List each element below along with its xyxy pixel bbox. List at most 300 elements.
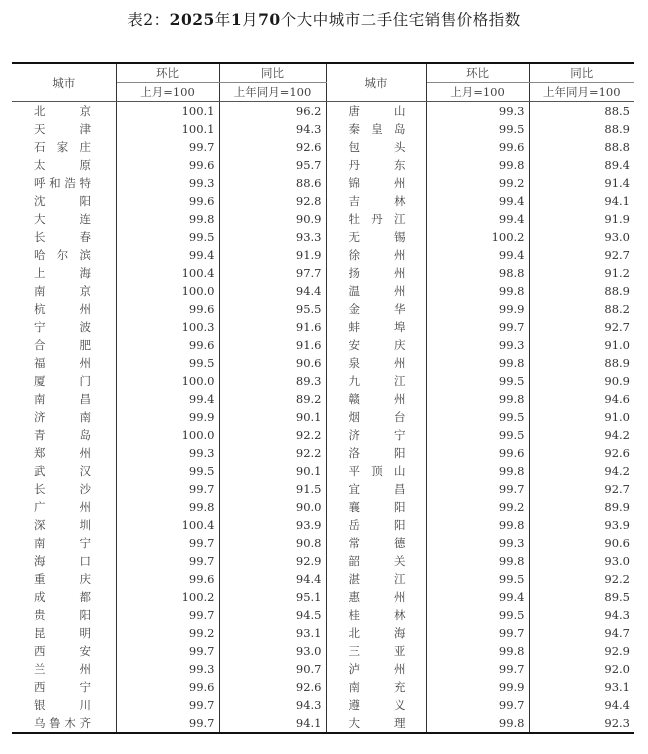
yoy-value: 94.3 <box>219 120 326 138</box>
yoy-value: 97.7 <box>219 264 326 282</box>
yoy-value: 91.0 <box>604 410 630 424</box>
city-name <box>34 480 91 498</box>
yoy-value: 94.2 <box>604 428 630 442</box>
yoy-value: 92.7 <box>604 248 630 262</box>
city-name-cell <box>12 624 116 642</box>
city-char: 理 <box>394 716 406 730</box>
city-char: 阳 <box>394 518 406 532</box>
city-char: 杭 <box>34 302 46 316</box>
city-name <box>349 282 406 300</box>
city-name-cell <box>12 498 116 516</box>
city-name <box>349 174 406 192</box>
city-char: 沈 <box>34 194 46 208</box>
table-row <box>12 462 634 480</box>
city-name <box>349 264 406 282</box>
city-char: 充 <box>394 680 406 694</box>
mom-value: 99.8 <box>426 354 529 372</box>
city-name-cell <box>326 606 426 624</box>
city-name-cell <box>326 570 426 588</box>
yoy-value: 95.5 <box>219 300 326 318</box>
city-name-cell <box>326 156 426 174</box>
mom-value: 99.7 <box>116 606 219 624</box>
mom-value: 99.3 <box>116 444 219 462</box>
city-char: 阳 <box>394 500 406 514</box>
yoy-value: 90.9 <box>604 374 630 388</box>
city-char: 福 <box>34 356 46 370</box>
city-char: 昆 <box>34 626 46 640</box>
mom-value: 99.5 <box>426 372 529 390</box>
city-name <box>34 570 91 588</box>
city-name-cell <box>12 480 116 498</box>
mom-value: 99.3 <box>426 102 529 121</box>
city-name <box>349 102 406 120</box>
city-name <box>34 156 91 174</box>
city-char: 遵 <box>348 698 360 712</box>
city-char: 林 <box>394 194 406 208</box>
city-name-cell <box>326 120 426 138</box>
mom-value: 100.1 <box>116 102 219 121</box>
city-name-cell <box>326 354 426 372</box>
table-title <box>0 8 648 30</box>
yoy-value: 94.3 <box>219 696 326 714</box>
table-row <box>12 192 634 210</box>
city-name <box>34 552 91 570</box>
city-char: 北 <box>348 626 360 640</box>
mom-value: 99.8 <box>426 642 529 660</box>
table-row <box>12 570 634 588</box>
yoy-value: 95.7 <box>219 156 326 174</box>
yoy-value: 94.7 <box>604 626 630 640</box>
yoy-value: 89.2 <box>219 390 326 408</box>
city-name <box>349 480 406 498</box>
city-name-cell <box>12 138 116 156</box>
city-char: 都 <box>79 590 91 604</box>
city-name-cell <box>326 174 426 192</box>
yoy-value: 90.6 <box>219 354 326 372</box>
city-name-cell <box>12 354 116 372</box>
city-char: 大 <box>348 716 360 730</box>
city-name <box>34 390 91 408</box>
header-mom-base-right: 上月=100 <box>426 83 529 102</box>
city-char: 州 <box>79 500 91 514</box>
city-char: 州 <box>79 356 91 370</box>
city-char: 连 <box>79 212 91 226</box>
city-name-cell <box>326 192 426 210</box>
city-name-cell <box>12 372 116 390</box>
yoy-value: 92.7 <box>604 320 630 334</box>
city-name <box>349 300 406 318</box>
city-char: 皇 <box>371 122 383 136</box>
city-name <box>34 534 91 552</box>
city-name-cell <box>12 264 116 282</box>
city-char: 家 <box>56 140 69 154</box>
yoy-value: 94.6 <box>604 392 630 406</box>
city-char: 原 <box>79 158 91 172</box>
city-name-cell <box>326 138 426 156</box>
yoy-value: 93.1 <box>604 680 630 694</box>
city-name <box>34 120 91 138</box>
city-char: 岳 <box>348 518 360 532</box>
city-name-cell <box>326 246 426 264</box>
yoy-value: 93.0 <box>604 554 630 568</box>
yoy-value: 92.6 <box>219 678 326 696</box>
city-char: 济 <box>348 428 360 442</box>
city-char: 津 <box>79 122 91 136</box>
city-char: 鲁 <box>49 716 61 730</box>
city-name-cell <box>326 318 426 336</box>
yoy-value: 90.1 <box>219 462 326 480</box>
mom-value: 99.6 <box>116 678 219 696</box>
mom-value: 99.8 <box>426 516 529 534</box>
city-name-cell <box>326 336 426 354</box>
mom-value: 99.6 <box>116 336 219 354</box>
yoy-value: 94.1 <box>219 714 326 733</box>
mom-value: 99.9 <box>426 678 529 696</box>
city-name <box>34 714 91 732</box>
city-char: 九 <box>348 374 360 388</box>
table-row <box>12 372 634 390</box>
city-name-cell <box>326 516 426 534</box>
yoy-value: 94.4 <box>219 282 326 300</box>
city-name <box>349 390 406 408</box>
city-char: 顶 <box>371 464 383 478</box>
mom-value: 99.7 <box>426 480 529 498</box>
city-name <box>349 318 406 336</box>
city-char: 兰 <box>34 662 46 676</box>
mom-value: 99.3 <box>426 534 529 552</box>
mom-value: 99.8 <box>426 390 529 408</box>
city-name-cell <box>12 714 116 733</box>
city-char: 武 <box>34 464 46 478</box>
city-char: 滨 <box>79 248 91 262</box>
yoy-value: 91.2 <box>604 266 630 280</box>
city-char: 惠 <box>348 590 360 604</box>
mom-value: 100.2 <box>116 588 219 606</box>
city-char: 厦 <box>34 374 46 388</box>
city-char: 北 <box>34 104 46 118</box>
mom-value: 99.8 <box>426 714 529 733</box>
table-row <box>12 588 634 606</box>
city-char: 上 <box>34 266 46 280</box>
city-char: 广 <box>34 500 46 514</box>
city-name <box>34 462 91 480</box>
city-name <box>349 570 406 588</box>
city-char: 包 <box>348 140 360 154</box>
city-name-cell <box>12 336 116 354</box>
city-char: 京 <box>79 284 91 298</box>
mom-value: 99.6 <box>116 156 219 174</box>
yoy-value: 88.9 <box>604 122 630 136</box>
city-char: 华 <box>394 302 406 316</box>
city-name <box>34 102 91 120</box>
city-name <box>34 174 91 192</box>
city-name-cell <box>326 534 426 552</box>
city-name-cell <box>12 300 116 318</box>
city-name-cell <box>326 210 426 228</box>
city-char: 江 <box>394 374 406 388</box>
city-name-cell <box>12 444 116 462</box>
city-char: 圳 <box>79 518 91 532</box>
yoy-value: 91.6 <box>219 318 326 336</box>
city-name-cell <box>12 408 116 426</box>
city-name <box>349 246 406 264</box>
city-name <box>349 660 406 678</box>
city-char: 沙 <box>79 482 91 496</box>
city-name-cell <box>326 696 426 714</box>
yoy-value: 91.9 <box>604 212 630 226</box>
city-name-cell <box>326 714 426 733</box>
title-rest: 个大中城市二手住宅销售价格指数 <box>280 11 521 29</box>
city-name <box>34 660 91 678</box>
city-name-cell <box>326 498 426 516</box>
city-char: 锦 <box>348 176 360 190</box>
city-name <box>34 426 91 444</box>
city-name <box>34 192 91 210</box>
yoy-value: 88.5 <box>604 104 630 118</box>
city-name <box>34 336 91 354</box>
city-char: 泉 <box>348 356 360 370</box>
mom-value: 99.4 <box>116 246 219 264</box>
header-yoy-left: 同比 <box>219 63 326 83</box>
city-name <box>349 606 406 624</box>
city-char: 丹 <box>371 212 383 226</box>
city-name <box>349 588 406 606</box>
city-char: 丹 <box>348 158 360 172</box>
city-name <box>34 372 91 390</box>
city-char: 湛 <box>348 572 360 586</box>
city-char: 南 <box>34 284 46 298</box>
city-char: 无 <box>348 230 360 244</box>
city-name <box>349 228 406 246</box>
city-name-cell <box>326 282 426 300</box>
city-name-cell <box>326 552 426 570</box>
table-row <box>12 318 634 336</box>
table-row <box>12 408 634 426</box>
mom-value: 99.5 <box>426 426 529 444</box>
city-char: 阳 <box>79 194 91 208</box>
mom-value: 99.8 <box>426 552 529 570</box>
city-char: 襄 <box>348 500 360 514</box>
city-char: 长 <box>34 482 46 496</box>
yoy-value: 92.2 <box>219 444 326 462</box>
table-row <box>12 246 634 264</box>
city-name <box>34 498 91 516</box>
city-name <box>349 696 406 714</box>
city-char: 和 <box>49 176 61 190</box>
city-char: 合 <box>34 338 46 352</box>
header-yoy-right: 同比 <box>529 63 634 83</box>
city-char: 洛 <box>348 446 360 460</box>
header-city-left: 城市 <box>12 63 116 102</box>
mom-value: 99.8 <box>426 156 529 174</box>
table-row <box>12 624 634 642</box>
yoy-value: 92.6 <box>219 138 326 156</box>
mom-value: 99.6 <box>116 300 219 318</box>
city-char: 州 <box>394 284 406 298</box>
city-char: 徐 <box>348 248 360 262</box>
city-char: 西 <box>34 680 46 694</box>
city-name-cell <box>326 444 426 462</box>
city-char: 宁 <box>34 320 46 334</box>
yoy-value: 90.9 <box>219 210 326 228</box>
city-char: 太 <box>34 158 46 172</box>
table-row <box>12 642 634 660</box>
table-row <box>12 102 634 121</box>
table-row <box>12 300 634 318</box>
yoy-value: 94.4 <box>604 698 630 712</box>
city-char: 蚌 <box>348 320 360 334</box>
mom-value: 99.4 <box>426 588 529 606</box>
yoy-value: 93.3 <box>219 228 326 246</box>
city-char: 州 <box>394 590 406 604</box>
header-mom-left: 环比 <box>116 63 219 83</box>
mom-value: 99.3 <box>426 336 529 354</box>
city-char: 金 <box>348 302 360 316</box>
yoy-value: 92.2 <box>604 572 630 586</box>
mom-value: 100.0 <box>116 372 219 390</box>
city-name-cell <box>12 534 116 552</box>
mom-value: 100.0 <box>116 282 219 300</box>
city-name-cell <box>12 174 116 192</box>
city-name <box>349 336 406 354</box>
mom-value: 99.4 <box>426 210 529 228</box>
city-char: 深 <box>34 518 46 532</box>
table-row <box>12 210 634 228</box>
city-name-cell <box>326 300 426 318</box>
mom-value: 99.7 <box>116 696 219 714</box>
table-row <box>12 390 634 408</box>
mom-value: 99.5 <box>116 354 219 372</box>
city-char: 天 <box>34 122 46 136</box>
table-row <box>12 156 634 174</box>
table-row <box>12 714 634 733</box>
mom-value: 99.7 <box>426 318 529 336</box>
header-city-right: 城市 <box>326 63 426 102</box>
table-body <box>12 102 634 734</box>
city-name <box>349 444 406 462</box>
city-char: 南 <box>34 536 46 550</box>
mom-value: 99.7 <box>116 480 219 498</box>
city-name-cell <box>12 102 116 121</box>
city-char: 亚 <box>394 644 406 658</box>
mom-value: 100.4 <box>116 516 219 534</box>
city-char: 宁 <box>79 536 91 550</box>
mom-value: 99.4 <box>116 390 219 408</box>
city-name <box>349 462 406 480</box>
yoy-value: 92.9 <box>219 552 326 570</box>
yoy-value: 95.1 <box>219 588 326 606</box>
mom-value: 99.9 <box>426 300 529 318</box>
city-name-cell <box>326 588 426 606</box>
city-char: 山 <box>394 104 406 118</box>
mom-value: 99.3 <box>116 174 219 192</box>
yoy-value: 90.6 <box>604 536 630 550</box>
city-name <box>349 120 406 138</box>
city-char: 安 <box>348 338 360 352</box>
city-char: 林 <box>394 608 406 622</box>
title-count: 70 <box>258 10 281 29</box>
mom-value: 99.4 <box>426 192 529 210</box>
city-char: 汉 <box>79 464 91 478</box>
city-char: 关 <box>394 554 406 568</box>
table-row <box>12 282 634 300</box>
yoy-value: 91.0 <box>604 338 630 352</box>
city-name-cell <box>12 192 116 210</box>
city-char: 温 <box>348 284 360 298</box>
mom-value: 99.5 <box>116 228 219 246</box>
yoy-value: 90.7 <box>219 660 326 678</box>
city-char: 木 <box>64 716 76 730</box>
title-month-suffix: 月 <box>242 11 259 29</box>
city-char: 庆 <box>394 338 406 352</box>
city-char: 齐 <box>79 716 91 730</box>
yoy-value: 93.0 <box>219 642 326 660</box>
mom-value: 99.7 <box>116 642 219 660</box>
city-char: 浩 <box>64 176 76 190</box>
city-name-cell <box>326 462 426 480</box>
city-char: 东 <box>394 158 406 172</box>
city-char: 泸 <box>348 662 360 676</box>
city-name-cell <box>12 228 116 246</box>
title-prefix: 表2： <box>127 11 170 29</box>
city-char: 京 <box>79 104 91 118</box>
city-char: 扬 <box>348 266 360 280</box>
city-char: 安 <box>79 644 91 658</box>
yoy-value: 92.0 <box>604 662 630 676</box>
city-name <box>349 516 406 534</box>
city-char: 呼 <box>34 176 46 190</box>
city-name <box>34 318 91 336</box>
city-char: 宁 <box>79 680 91 694</box>
city-name-cell <box>12 552 116 570</box>
city-char: 海 <box>394 626 406 640</box>
table-row <box>12 138 634 156</box>
city-name-cell <box>326 624 426 642</box>
city-name-cell <box>326 390 426 408</box>
header-yoy-base-right: 上年同月=100 <box>529 83 634 102</box>
city-char: 成 <box>34 590 46 604</box>
city-char: 常 <box>348 536 360 550</box>
city-name <box>349 552 406 570</box>
mom-value: 99.6 <box>116 570 219 588</box>
mom-value: 99.7 <box>426 660 529 678</box>
city-name <box>34 138 91 156</box>
city-char: 州 <box>394 356 406 370</box>
city-name-cell <box>12 660 116 678</box>
yoy-value: 88.6 <box>219 174 326 192</box>
city-char: 济 <box>34 410 46 424</box>
city-char: 青 <box>34 428 46 442</box>
city-name-cell <box>12 462 116 480</box>
city-char: 川 <box>79 698 91 712</box>
city-name <box>349 624 406 642</box>
yoy-value: 88.9 <box>604 356 630 370</box>
city-name <box>34 246 91 264</box>
mom-value: 99.2 <box>116 624 219 642</box>
city-name-cell <box>12 426 116 444</box>
mom-value: 99.5 <box>426 408 529 426</box>
city-char: 明 <box>79 626 91 640</box>
city-name-cell <box>12 156 116 174</box>
price-index-table <box>12 62 634 734</box>
city-char: 庆 <box>79 572 91 586</box>
city-name <box>34 642 91 660</box>
city-name-cell <box>12 678 116 696</box>
yoy-value: 89.3 <box>219 372 326 390</box>
city-char: 波 <box>79 320 91 334</box>
city-name <box>349 678 406 696</box>
city-char: 阳 <box>394 446 406 460</box>
